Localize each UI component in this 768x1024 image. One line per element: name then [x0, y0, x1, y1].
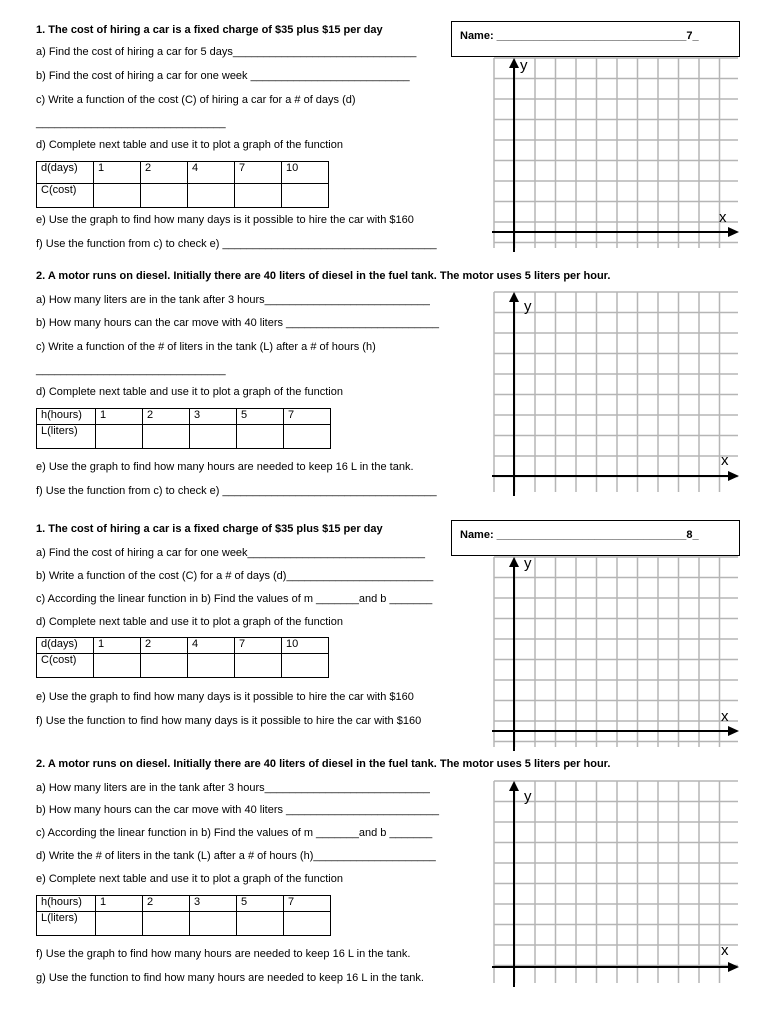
q2-title: 2. A motor runs on diesel. Initially there are 40 liters of diesel in the fuel tank. The motor uses 5 liters per hour. [36, 270, 611, 282]
q2-b: b) How many hours can the car move with 40 liters _________________________ [36, 804, 439, 816]
x-axis-label: x [721, 452, 729, 469]
q1-b: b) Write a function of the cost (C) for a # of days (d)________________________ [36, 570, 434, 582]
answer-cell[interactable] [282, 184, 329, 208]
answer-cell[interactable] [237, 425, 284, 449]
table-value-cell: 5 [237, 409, 284, 425]
table-value-cell: 1 [96, 409, 143, 425]
axes [492, 557, 739, 751]
table-value-cell: 2 [141, 638, 188, 654]
table-header-cell: d(days) [37, 638, 94, 654]
table-value-cell: 2 [143, 896, 190, 912]
q1-e: e) Use the graph to find how many days is it possible to hire the car with $160 [36, 691, 414, 703]
q2-g: g) Use the function to find how many hours are needed to keep 16 L in the tank. [36, 972, 424, 984]
grid-lines [494, 557, 738, 747]
answer-cell[interactable] [190, 425, 237, 449]
y-axis-label: y [520, 57, 528, 74]
grid-lines [494, 292, 738, 492]
liters-table [36, 895, 331, 936]
answer-cell[interactable] [143, 425, 190, 449]
answer-cell[interactable] [282, 654, 329, 678]
q2-c: c) Write a function of the # of liters in the tank (L) after a # of hours (h) [36, 341, 376, 353]
q1-c: c) Write a function of the cost (C) of hiring a car for a # of days (d) [36, 94, 356, 106]
q2-e: e) Complete next table and use it to plot a graph of the function [36, 873, 343, 885]
q1-a: a) Find the cost of hiring a car for 5 days______________________________ [36, 46, 417, 58]
table-header-cell: L(liters) [37, 912, 96, 936]
table-value-cell: 4 [188, 162, 235, 184]
table-value-cell: 4 [188, 638, 235, 654]
answer-line: _______________________________ [36, 117, 226, 129]
answer-line: _______________________________ [36, 364, 226, 376]
table-value-cell: 7 [235, 638, 282, 654]
axes [492, 58, 739, 252]
table-value-cell: 7 [284, 409, 331, 425]
table-value-cell: 5 [237, 896, 284, 912]
table-value-cell: 7 [284, 896, 331, 912]
grid-lines [494, 58, 738, 248]
q1-d: d) Complete next table and use it to plot a graph of the function [36, 139, 343, 151]
q1-title: 1. The cost of hiring a car is a fixed charge of $35 plus $15 per day [36, 523, 383, 535]
answer-cell[interactable] [235, 184, 282, 208]
grid-lines [494, 781, 738, 983]
q2-d: d) Write the # of liters in the tank (L) after a # of hours (h)____________________ [36, 850, 436, 862]
table-header-cell: C(cost) [37, 184, 94, 208]
answer-cell[interactable] [284, 912, 331, 936]
table-value-cell: 1 [94, 162, 141, 184]
q2-f: f) Use the function from c) to check e) ___________________________________ [36, 485, 437, 497]
graph-grid[interactable] [490, 779, 740, 987]
answer-cell[interactable] [96, 425, 143, 449]
table-value-cell: 3 [190, 896, 237, 912]
q2-b: b) How many hours can the car move with 40 liters _________________________ [36, 317, 439, 329]
y-axis-arrow [509, 292, 519, 302]
answer-cell[interactable] [96, 912, 143, 936]
q2-e: e) Use the graph to find how many hours are needed to keep 16 L in the tank. [36, 461, 414, 473]
x-axis-arrow [728, 227, 739, 237]
table-header-cell: C(cost) [37, 654, 94, 678]
q1-b: b) Find the cost of hiring a car for one week __________________________ [36, 70, 410, 82]
table-value-cell: 2 [141, 162, 188, 184]
q1-title: 1. The cost of hiring a car is a fixed charge of $35 plus $15 per day [36, 24, 383, 36]
q1-f: f) Use the function from c) to check e) ___________________________________ [36, 238, 437, 250]
x-axis-label: x [719, 209, 727, 226]
q1-d: d) Complete next table and use it to plot a graph of the function [36, 616, 343, 628]
y-axis-arrow [509, 781, 519, 791]
graph-grid[interactable] [490, 56, 740, 252]
q2-c: c) According the linear function in b) Find the values of m _______and b _______ [36, 827, 433, 839]
q2-title: 2. A motor runs on diesel. Initially there are 40 liters of diesel in the fuel tank. The motor uses 5 liters per hour. [36, 758, 611, 770]
table-header-cell: L(liters) [37, 425, 96, 449]
liters-table [36, 408, 331, 449]
q1-e: e) Use the graph to find how many days is it possible to hire the car with $160 [36, 214, 414, 226]
name-box-8[interactable] [451, 520, 740, 556]
answer-cell[interactable] [94, 184, 141, 208]
q2-a: a) How many liters are in the tank after 3 hours___________________________ [36, 782, 430, 794]
q1-a: a) Find the cost of hiring a car for one week_____________________________ [36, 547, 425, 559]
x-axis-arrow [728, 962, 739, 972]
y-axis-label: y [524, 788, 532, 805]
q1-c: c) According the linear function in b) Find the values of m _______and b _______ [36, 593, 433, 605]
table-value-cell: 10 [282, 638, 329, 654]
q2-f: f) Use the graph to find how many hours are needed to keep 16 L in the tank. [36, 948, 411, 960]
cost-table [36, 161, 329, 208]
y-axis-arrow [509, 557, 519, 567]
table-value-cell: 10 [282, 162, 329, 184]
answer-cell[interactable] [190, 912, 237, 936]
y-axis-arrow [509, 58, 519, 68]
answer-cell[interactable] [235, 654, 282, 678]
q2-d: d) Complete next table and use it to plot a graph of the function [36, 386, 343, 398]
y-axis-label: y [524, 298, 532, 315]
answer-cell[interactable] [141, 184, 188, 208]
answer-cell[interactable] [94, 654, 141, 678]
x-axis-label: x [721, 942, 729, 959]
table-value-cell: 7 [235, 162, 282, 184]
x-axis-label: x [721, 708, 729, 725]
graph-grid[interactable] [490, 290, 740, 496]
q2-a: a) How many liters are in the tank after 3 hours___________________________ [36, 294, 430, 306]
q1-f: f) Use the function to find how many days is it possible to hire the car with $160 [36, 715, 422, 727]
x-axis-arrow [728, 471, 739, 481]
table-header-cell: h(hours) [37, 409, 96, 425]
table-header-cell: d(days) [37, 162, 94, 184]
answer-cell[interactable] [188, 654, 235, 678]
graph-grid[interactable] [490, 555, 740, 751]
answer-cell[interactable] [143, 912, 190, 936]
answer-cell[interactable] [188, 184, 235, 208]
cost-table [36, 637, 329, 678]
name-box-7[interactable] [451, 21, 740, 57]
x-axis-arrow [728, 726, 739, 736]
table-value-cell: 2 [143, 409, 190, 425]
answer-cell[interactable] [284, 425, 331, 449]
table-value-cell: 1 [96, 896, 143, 912]
answer-cell[interactable] [237, 912, 284, 936]
table-value-cell: 3 [190, 409, 237, 425]
answer-cell[interactable] [141, 654, 188, 678]
name-field-7: Name: _______________________________7_ [460, 30, 699, 42]
name-field-8: Name: _______________________________8_ [460, 529, 699, 541]
table-value-cell: 1 [94, 638, 141, 654]
y-axis-label: y [524, 555, 532, 572]
table-header-cell: h(hours) [37, 896, 96, 912]
